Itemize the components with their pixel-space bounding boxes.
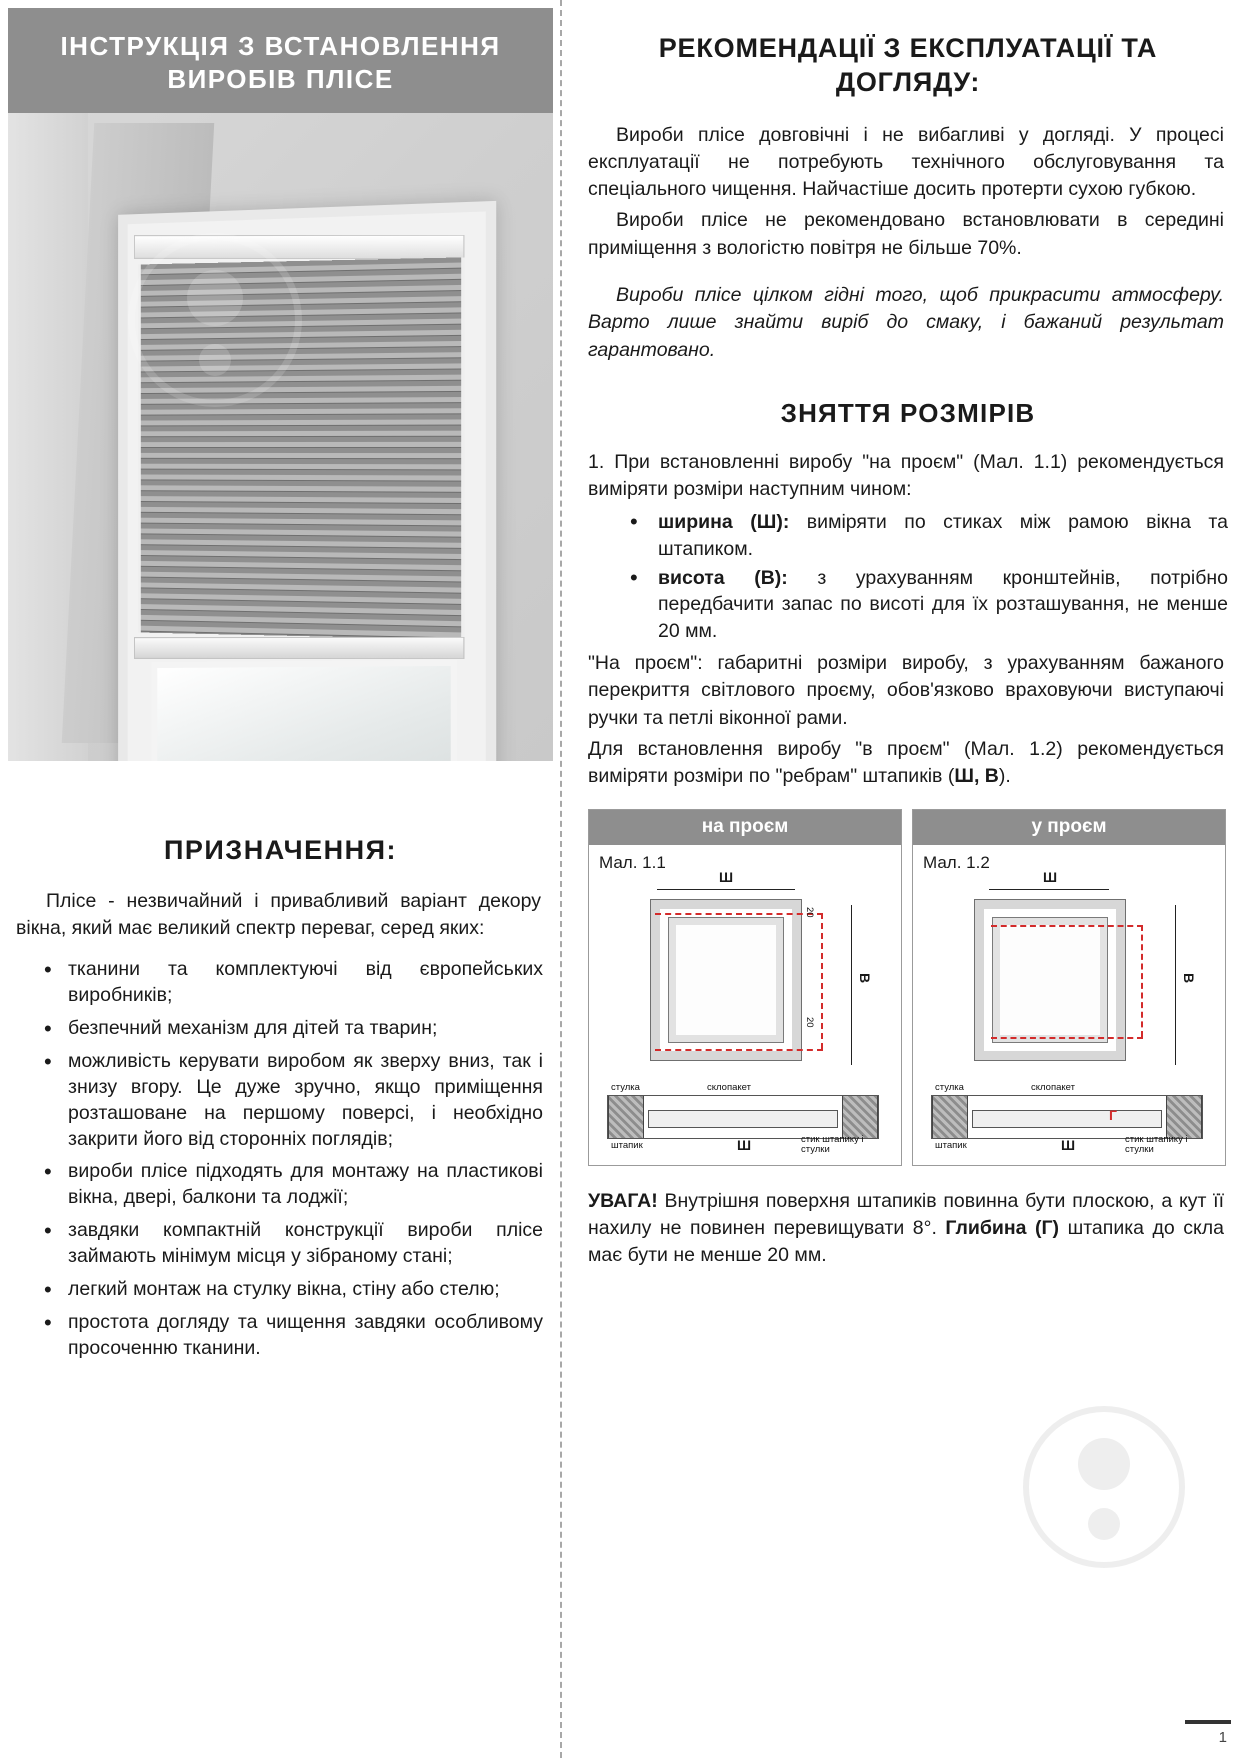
list-item: • безпечний механізм для дітей та тварин; <box>16 1016 543 1042</box>
diagram-2-window <box>975 900 1125 1060</box>
diagram-1-profile-section <box>607 1095 879 1139</box>
height-text: з урахуванням кронштейнів, потрібно передбачити запас по висоті для їх розташування, не менше 20 мм. <box>658 567 1228 642</box>
width-label: ширина (Ш): <box>658 511 790 534</box>
warning-text-1: Внутрішня поверхня штапиків повинна бути плоскою, а кут її нахилу не повинен перевищувати 8°. <box>588 1189 1224 1239</box>
diagram-2-height-label: В <box>1181 972 1197 983</box>
diagram-1-bottom-width: Ш <box>737 1136 752 1153</box>
diagram-2-note-joint: стик штапику і стулки <box>1125 1133 1188 1156</box>
diagram-2-height-line <box>1175 905 1176 1065</box>
measurement-bullet-list <box>588 509 1228 644</box>
measurement-heading: ЗНЯТТЯ РОЗМІРІВ <box>780 397 1036 428</box>
profile-glass-unit <box>972 1110 1162 1128</box>
inside-note-bold: Ш, В <box>954 765 999 788</box>
warning-depth-label: Глибина (Г) <box>945 1216 1060 1239</box>
warning-note <box>588 1188 1224 1270</box>
document-title: ІНСТРУКЦІЯ З ВСТАНОВЛЕННЯ ВИРОБІВ ПЛІСЕ <box>8 8 553 113</box>
right-column <box>588 18 1228 1269</box>
diagram-2-overlay-bottom <box>991 1037 1143 1039</box>
purpose-intro-text: Пліcе - незвичайний і привабливий варіант декору вікна, який має великий спектр переваг, серед яких: <box>16 890 541 939</box>
diagram-2-note-bead: штапик <box>935 1139 967 1151</box>
care-paragraph-3: Вироби пліcе цілком гідні того, щоб прикрасити атмосферу. Варто лише знайти виріб до смаку, і бажаний результат гарантовано. <box>588 283 1224 361</box>
list-item-height <box>588 565 1228 644</box>
list-item: • вироби пліcе підходять для монтажу на пластикові вікна, двері, балкони та лоджії; <box>16 1159 543 1211</box>
diagram-1-overlay-top <box>655 913 823 915</box>
diagram-2-width-label: Ш <box>1043 868 1058 885</box>
diagram-1-note-shutter: стулка <box>611 1081 640 1093</box>
diagram-2-width-line <box>989 889 1109 890</box>
diagram-1-overlay-bottom <box>655 1049 823 1051</box>
profile-left-block <box>608 1096 644 1138</box>
inside-note-post: ). <box>998 765 1011 788</box>
diagram-1-height-line <box>851 905 852 1065</box>
diagram-1-note-joint: стик штапику і стулки <box>801 1133 864 1156</box>
list-item: • легкий монтаж на стулку вікна, стіну або стелю; <box>16 1277 543 1303</box>
diagram-2-body <box>913 845 1225 1165</box>
care-recommendations-heading: РЕКОМЕНДАЦІЇ З ЕКСПЛУАТАЦІЇ ТА ДОГЛЯДУ: <box>658 33 1158 97</box>
width-text: виміряти по стиках між рамою вікна та штапиком. <box>658 511 1228 560</box>
diagram-2-bottom-width: Ш <box>1061 1136 1076 1153</box>
profile-right-block <box>1166 1096 1202 1138</box>
diagram-1-overlay-right <box>821 913 823 1049</box>
diagram-2-header: у проєм <box>913 810 1225 845</box>
fold-divider <box>560 0 562 1758</box>
diagram-2-note-shutter: стулка <box>935 1081 964 1093</box>
diagram-2-profile-section <box>931 1095 1203 1139</box>
care-paragraph-1: Вироби пліcе довговічні і не вибагливі у догляді. У процесі експлуатації не потребують технічного обслуговування та спеціального чищення. Найчастіше досить протерти сухою губкою. <box>588 123 1224 201</box>
page-number: 1 <box>1218 1729 1227 1746</box>
diagram-in-opening <box>912 809 1226 1166</box>
diagram-2-note-glazing: склопакет <box>1031 1081 1075 1093</box>
measurement-note-inside <box>588 736 1224 791</box>
diagram-1-width-label: Ш <box>719 868 734 885</box>
measurement-intro: 1. При встановленні виробу "на проєм" (Мал. 1.1) рекомендується виміряти розміри наступним чином: <box>588 450 1224 501</box>
plisse-window-photo <box>8 113 553 761</box>
diagram-1-window <box>651 900 801 1060</box>
photo-bottom-rail <box>134 637 464 659</box>
diagram-2-overlay-top <box>991 925 1143 927</box>
measurement-note-outside: "На проєм": габаритні розміри виробу, з урахуванням бажаного перекриття світлового проєму, обов'язково враховуючи виступаючі ручки та петлі віконної рами. <box>588 652 1224 729</box>
purpose-heading: ПРИЗНАЧЕННЯ: <box>163 835 398 865</box>
height-label: висота (В): <box>658 567 788 590</box>
left-column <box>8 8 553 1750</box>
diagram-1-header: на проєм <box>589 810 901 845</box>
photo-glass <box>152 660 457 761</box>
care-paragraph-2: Вироби пліcе не рекомендовано встановлювати в середині приміщення з вологістю повітря не більше 70%. <box>588 209 1224 259</box>
warning-label: УВАГА! <box>588 1189 658 1212</box>
list-item: • тканини та комплектуючі від європейських виробників; <box>16 957 543 1009</box>
list-item-width <box>588 509 1228 562</box>
diagram-1-bottom-gap: 20 <box>803 1016 815 1028</box>
diagram-2-overlay-right <box>1141 925 1143 1037</box>
diagram-2-depth-mark: Г <box>1109 1106 1117 1123</box>
diagram-1-width-line <box>657 889 795 890</box>
diagram-on-opening <box>588 809 902 1166</box>
list-item: • завдяки компактній конструкції вироби пліcе займають мінімум місця у зібраному стані; <box>16 1218 543 1270</box>
list-item: • простота догляду та чищення завдяки особливому просоченню тканини. <box>16 1310 543 1362</box>
diagram-row <box>588 809 1226 1166</box>
corner-marker <box>1185 1720 1231 1724</box>
purpose-bullet-list <box>16 957 543 1362</box>
warning-text-2: штапика до скла має бути не менше 20 мм. <box>588 1216 1224 1267</box>
page-watermark-icon <box>1023 1406 1185 1568</box>
diagram-1-figure-label: Мал. 1.1 <box>599 852 666 872</box>
profile-glass-unit <box>648 1110 838 1128</box>
inside-note-pre: Для встановлення виробу "в проєм" (Мал. 1.2) рекомендується виміряти розміри по "ребрам" штапиків ( <box>588 737 1224 788</box>
profile-left-block <box>932 1096 968 1138</box>
diagram-1-note-glazing: склопакет <box>707 1081 751 1093</box>
diagram-1-top-gap: 20 <box>803 906 815 918</box>
diagram-1-height-label: В <box>857 972 873 983</box>
watermark-icon <box>128 233 302 407</box>
list-item: • можливість керувати виробом як зверху вниз, так і знизу вгору. Це дуже зручно, якщо приміщення розташоване на першому поверсі, і необхідно закрити його від сторонніх поглядів; <box>16 1049 543 1153</box>
diagram-2-figure-label: Мал. 1.2 <box>923 852 990 872</box>
diagram-1-note-bead: штапик <box>611 1139 643 1151</box>
diagram-1-body <box>589 845 901 1165</box>
profile-right-block <box>842 1096 878 1138</box>
